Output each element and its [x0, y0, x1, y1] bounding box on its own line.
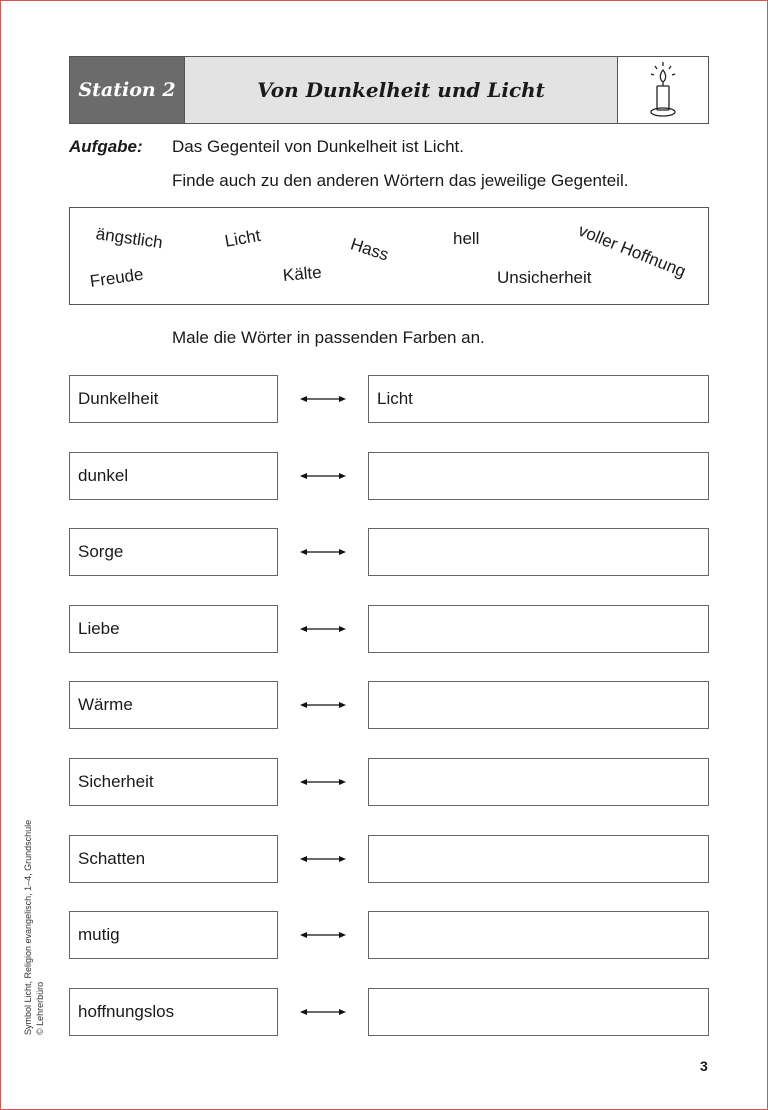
double-arrow-icon	[298, 391, 348, 407]
page-title: Von Dunkelheit und Licht	[185, 57, 618, 123]
word-bank-item: hell	[453, 229, 480, 248]
double-arrow-icon	[298, 544, 348, 560]
word-bank-item: Freude	[88, 264, 145, 291]
answer-field[interactable]	[368, 605, 709, 653]
pair-row	[69, 452, 709, 500]
task-line-1: Das Gegenteil von Dunkelheit ist Licht.	[172, 137, 464, 156]
word-cell: Sorge	[69, 528, 278, 576]
word-cell: Dunkelheit	[69, 375, 278, 423]
word-bank-item: Licht	[223, 225, 262, 251]
word-bank-item: voller Hoffnung	[575, 220, 689, 282]
answer-field[interactable]	[368, 911, 709, 959]
answer-field[interactable]	[368, 452, 709, 500]
word-cell: Wärme	[69, 681, 278, 729]
pair-row	[69, 911, 709, 959]
answer-field[interactable]: Licht	[368, 375, 709, 423]
instruction-text: Male die Wörter in passenden Farben an.	[172, 328, 485, 347]
page-number: 3	[700, 1058, 708, 1074]
answer-field[interactable]	[368, 835, 709, 883]
pair-row	[69, 605, 709, 653]
double-arrow-icon	[298, 774, 348, 790]
task-label: Aufgabe:	[69, 137, 143, 156]
word-cell: hoffnungslos	[69, 988, 278, 1036]
copyright-line-1: Symbol Licht, Religion evangelisch, 1–4, Grundschule	[23, 819, 33, 1035]
word-bank	[69, 207, 709, 305]
pair-row	[69, 758, 709, 806]
answer-field[interactable]	[368, 681, 709, 729]
candle-icon-box	[618, 57, 708, 123]
copyright-line-2: © Lehrerbüro	[35, 981, 45, 1035]
pair-row	[69, 835, 709, 883]
double-arrow-icon	[298, 697, 348, 713]
word-cell: dunkel	[69, 452, 278, 500]
answer-field[interactable]	[368, 758, 709, 806]
word-bank-item: Unsicherheit	[497, 268, 592, 287]
pair-row	[69, 375, 709, 423]
pair-row	[69, 681, 709, 729]
word-cell: Liebe	[69, 605, 278, 653]
pair-row	[69, 528, 709, 576]
worksheet-header	[69, 56, 709, 124]
task-line-2: Finde auch zu den anderen Wörtern das jeweilige Gegenteil.	[172, 171, 629, 190]
word-bank-item: ängstlich	[94, 224, 164, 253]
double-arrow-icon	[298, 1004, 348, 1020]
double-arrow-icon	[298, 851, 348, 867]
candle-icon	[643, 60, 683, 120]
word-bank-item: Hass	[348, 234, 391, 265]
copyright-sidebar	[22, 820, 46, 1035]
station-label: Station 2	[70, 57, 185, 123]
double-arrow-icon	[298, 927, 348, 943]
word-cell: Schatten	[69, 835, 278, 883]
double-arrow-icon	[298, 621, 348, 637]
answer-field[interactable]	[368, 988, 709, 1036]
word-cell: mutig	[69, 911, 278, 959]
double-arrow-icon	[298, 468, 348, 484]
word-bank-item: Kälte	[282, 262, 323, 285]
answer-field[interactable]	[368, 528, 709, 576]
pair-row	[69, 988, 709, 1036]
word-cell: Sicherheit	[69, 758, 278, 806]
